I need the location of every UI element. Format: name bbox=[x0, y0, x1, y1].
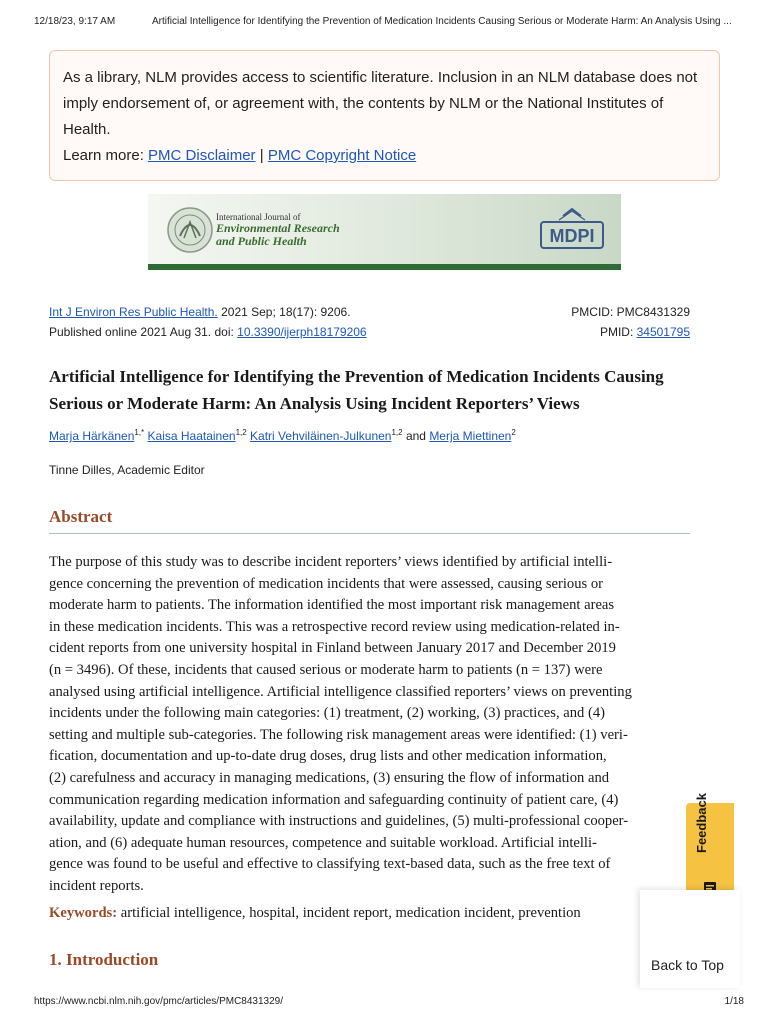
citation-meta bbox=[49, 302, 690, 342]
print-page-number: 1/18 bbox=[724, 996, 744, 1007]
journal-name-line3: and Public Health bbox=[216, 234, 307, 248]
keywords bbox=[49, 905, 649, 922]
citation-row-1 bbox=[49, 302, 690, 322]
keywords-text: artificial intelligence, hospital, incident report, medication incident, prevention bbox=[120, 905, 581, 921]
abstract-line: The purpose of this study was to describe incident reporters’ views identified by artificial intelli- bbox=[49, 554, 613, 570]
abstract-line: (n = 3496). Of these, incidents that caused serious or moderate harm to patients (n = 137) were bbox=[49, 661, 603, 678]
author-affiliation: 1,2 bbox=[235, 428, 247, 437]
article-title: Artificial Intelligence for Identifying the Prevention of Medication Incidents Causing Serious or Moderate Harm: An Analysis Using Incident Reporters’ Views bbox=[49, 367, 664, 413]
abstract-line: gence concerning the prevention of medication incidents that were assessed, causing serious or bbox=[49, 575, 603, 592]
abstract-line: analysed using artificial intelligence. Artificial intelligence classified reporters’ views on preventing bbox=[49, 683, 632, 700]
mdpi-logo-icon bbox=[539, 206, 605, 252]
abstract-line: cident reports from one university hospital in Finland between January 2017 and December 2019 bbox=[49, 640, 616, 657]
link-separator: | bbox=[259, 147, 264, 164]
abstract-line: moderate harm to patients. The information identified the most important risk management areas bbox=[49, 597, 615, 614]
doi-link[interactable]: 10.3390/ijerph18179206 bbox=[237, 325, 367, 339]
abstract-line: setting and multiple sub-categories. The following risk management areas were identified: (1) veri- bbox=[49, 726, 628, 743]
author-link[interactable]: Katri Vehviläinen-Julkunen bbox=[250, 429, 392, 443]
print-page-title: Artificial Intelligence for Identifying the Prevention of Medication Incidents Causing Serious or Moderate Harm: An Analysis Using ... bbox=[152, 16, 732, 27]
author-affiliation: 1,* bbox=[134, 428, 145, 437]
pmid-block bbox=[600, 322, 690, 342]
abstract-line: communication regarding medication information and safeguarding continuity of patient care, (4) bbox=[49, 791, 619, 808]
author-and: and bbox=[405, 429, 426, 443]
abstract-heading: Abstract bbox=[49, 507, 690, 534]
abstract-line: incident reports. bbox=[49, 877, 144, 894]
author-list bbox=[49, 428, 699, 443]
abstract-line: fication, documentation and up-to-date drug doses, drug lists and other medication information, bbox=[49, 748, 607, 765]
print-url: https://www.ncbi.nlm.nih.gov/pmc/articles/PMC8431329/ bbox=[34, 996, 283, 1007]
pmid-label: PMID: bbox=[599, 325, 637, 339]
abstract-line: incidents under the following main categories: (1) treatment, (2) working, (3) practices, and (4) bbox=[49, 705, 605, 722]
learn-more-label: Learn more: bbox=[63, 147, 144, 164]
back-to-top-label: Back to Top bbox=[651, 957, 724, 973]
journal-name-line2: Environmental Research bbox=[216, 221, 340, 235]
citation-row-2 bbox=[49, 322, 690, 342]
journal-banner[interactable] bbox=[148, 194, 621, 270]
abstract-body bbox=[49, 552, 690, 898]
nlm-disclaimer-box bbox=[49, 50, 720, 181]
author-link[interactable]: Marja Härkänen bbox=[49, 429, 135, 443]
journal-name-line1: International Journal of bbox=[216, 212, 301, 222]
author-link[interactable]: Merja Miettinen bbox=[429, 429, 512, 443]
abstract-line: gence was found to be useful and effective to classifying text-based data, such as the free text of bbox=[49, 856, 611, 873]
banner-bar bbox=[148, 264, 621, 270]
citation-details: 2021 Sep; 18(17): 9206. bbox=[221, 305, 351, 319]
author-affiliation: 1,2 bbox=[391, 428, 403, 437]
abstract-line: in these medication incidents. This was a retrospective record review using medication-related in- bbox=[49, 618, 620, 635]
keywords-label: Keywords: bbox=[49, 905, 118, 921]
abstract-line: availability, update and compliance with instructions and guidelines, (5) multi-professional cooper- bbox=[49, 813, 629, 830]
academic-editor: Tinne Dilles, Academic Editor bbox=[49, 463, 205, 477]
author-affiliation: 2 bbox=[511, 428, 516, 437]
print-datetime: 12/18/23, 9:17 AM bbox=[34, 16, 116, 27]
author-link[interactable]: Kaisa Haatainen bbox=[147, 429, 236, 443]
mdpi-wordmark: MDPI bbox=[549, 226, 595, 246]
back-to-top-button[interactable] bbox=[640, 890, 740, 988]
abstract-line: (2) carefulness and accuracy in managing medications, (3) ensuring the flow of information and bbox=[49, 769, 610, 786]
abstract-line: ation, and (6) adequate human resources, competence and suitable workload. Artificial intelli- bbox=[49, 834, 597, 851]
feedback-label: Feedback bbox=[694, 793, 709, 853]
learn-more-line bbox=[63, 143, 707, 169]
print-footer bbox=[34, 996, 744, 1007]
journal-logo-icon bbox=[166, 206, 214, 254]
pmc-disclaimer-link[interactable]: PMC Disclaimer bbox=[148, 147, 256, 164]
journal-name bbox=[216, 212, 340, 248]
pmid-link[interactable]: 34501795 bbox=[636, 325, 690, 339]
pmcid: PMCID: PMC8431329 bbox=[571, 305, 690, 319]
introduction-heading: 1. Introduction bbox=[49, 950, 159, 969]
published-online: Published online 2021 Aug 31. doi: bbox=[49, 325, 238, 339]
disclaimer-text: As a library, NLM provides access to scientific literature. Inclusion in an NLM database does not imply endorsement of, or agreement with, the contents by NLM or the National Institutes of Health. bbox=[63, 69, 698, 138]
journal-link[interactable]: Int J Environ Res Public Health. bbox=[49, 305, 218, 319]
pmc-copyright-link[interactable]: PMC Copyright Notice bbox=[267, 147, 417, 164]
